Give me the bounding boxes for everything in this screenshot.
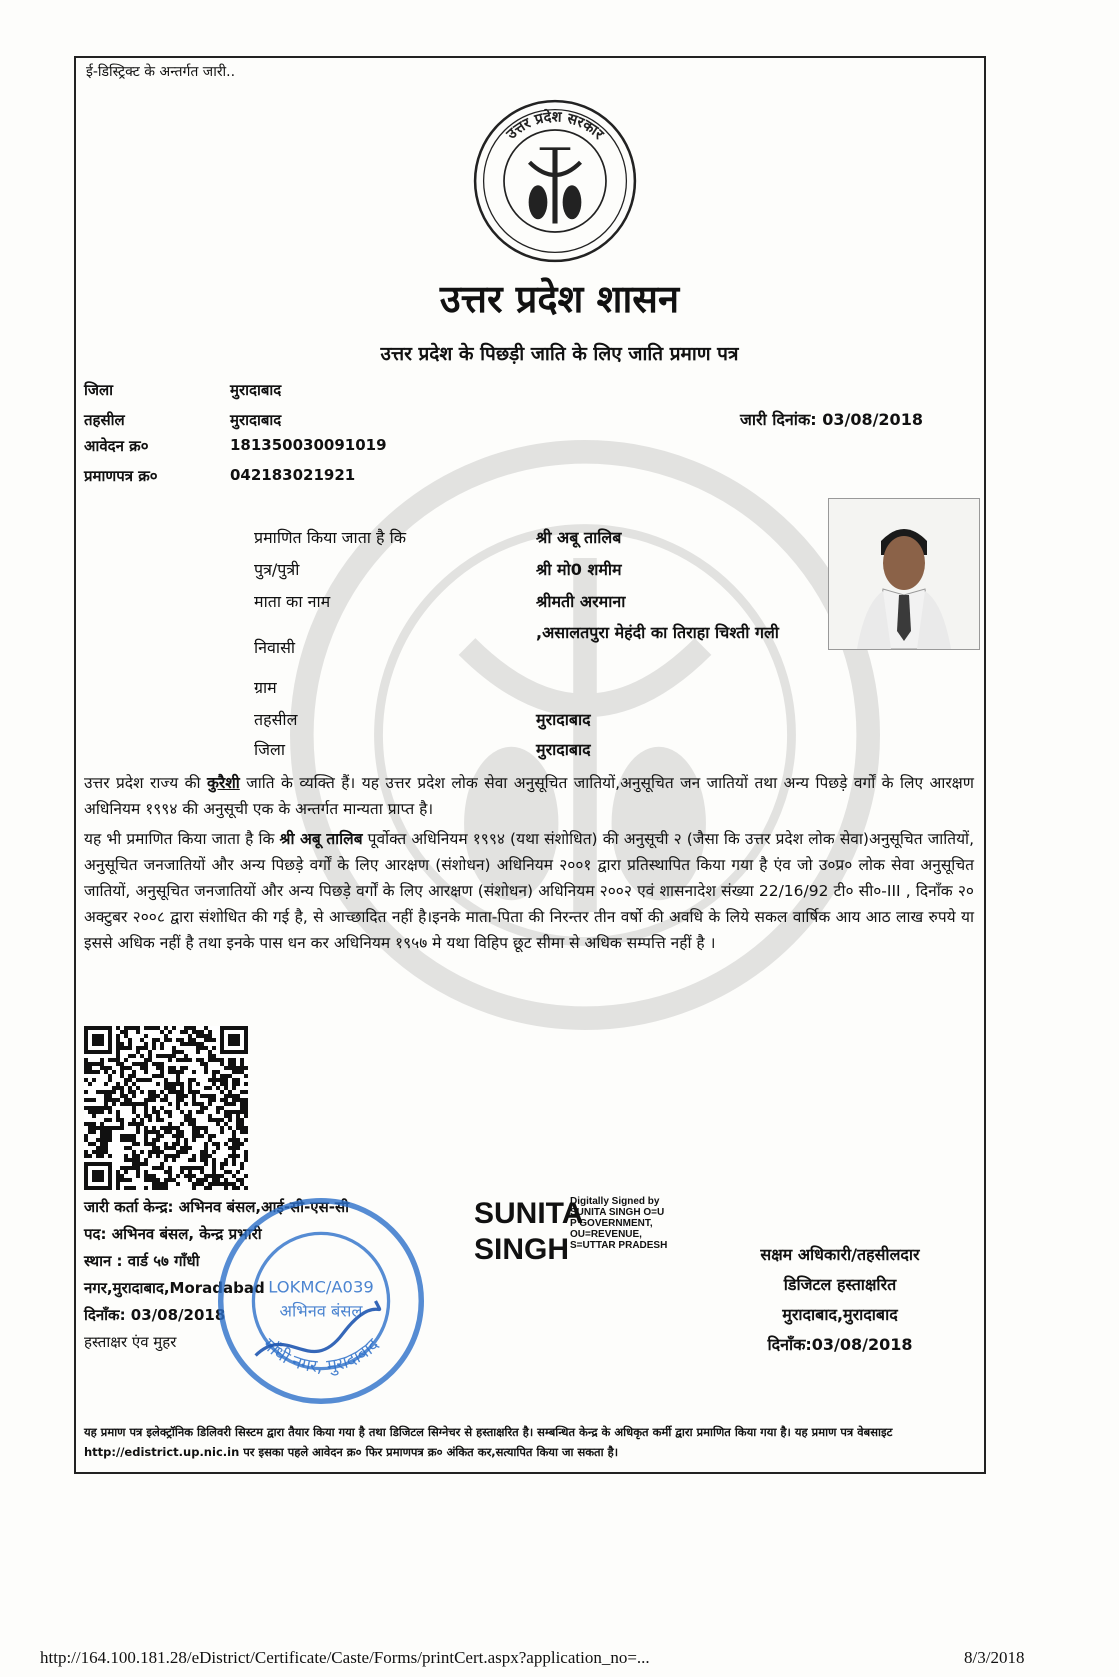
dsig-line-4: OU=REVENUE,: [570, 1229, 642, 1240]
page-title: उत्तर प्रदेश शासन: [439, 277, 680, 321]
para2-name: श्री अबू तालिब: [279, 830, 363, 848]
stamp-name: अभिनव बंसल: [279, 1301, 363, 1321]
officer-designation: सक्षम अधिकारी/तहसीलदार: [760, 1245, 920, 1264]
para2-pre: यह भी प्रमाणित किया जाता है कि: [84, 830, 280, 848]
header-value-certificate-no: 042183021921: [230, 466, 356, 484]
issuer-sign-label: हस्ताक्षर एंव मुहर: [84, 1333, 177, 1351]
top-note: ई-डिस्ट्रिक्ट के अन्तर्गत जारी..: [86, 64, 236, 80]
header-label-certificate-no: प्रमाणपत्र क्र०: [84, 467, 158, 485]
dsig-line-1: Digitally Signed by: [570, 1196, 660, 1207]
dsig-line-3: P GOVERNMENT,: [570, 1218, 653, 1229]
header-value-tehsil: मुरादाबाद: [230, 411, 282, 429]
detail-value-mother: श्रीमती अरमाना: [536, 592, 626, 611]
detail-label-resident: निवासी: [254, 638, 296, 657]
header-value-district: मुरादाबाद: [230, 381, 282, 399]
person-photo-icon: [829, 499, 979, 649]
issue-date-label: जारी दिनांक:: [740, 410, 817, 429]
qr-code-icon: [84, 1026, 248, 1190]
page-subtitle: उत्तर प्रदेश के पिछड़ी जाति के लिए जाति प्रमाण पत्र: [380, 343, 739, 365]
para1-caste: कुरैशी: [206, 774, 240, 792]
dsig-line-2: SUNITA SINGH O=U: [570, 1207, 665, 1218]
para1-pre: उत्तर प्रदेश राज्य की: [84, 774, 207, 792]
para2-post: पूर्वोक्त अधिनियम १९९४ (यथा संशोधित) की अनुसूची २ (जैसा कि उत्तर प्रदेश लोक सेवा)अनुसूचित जातियों, अनुसूचित जनजातियों और अन्य पिछड़े वर्गों के लिए आरक्षण (संशोधन) अधिनियम २००१ द्वारा प्रतिस्थापित किया गया है एंव जो उ०प्र० लोक सेवा अनुसूचित जातियों, अनुसूचित जनजातियों और अन्य पिछड़े वर्गों के लिए आरक्षण (संशोधन) अधिनियम २००२ एवं शासनादेश संख्या 22/16/92 टी० सी०-III , दिनाँक २० अक्टुबर २००८ द्वारा संशोधित की गई है, से आच्छादित नहीं है।इनके माता-पिता की निरन्तर तीन वर्षो की अवधि के लिये सकल वार्षिक आय आठ लाख रुपये या इससे अधिक नहीं है तथा इनके पास धन कर अधिनियम १९५७ मे यथा विहिप छूट सीमा से अधिक सम्पत्ति नहीं है ।: [84, 830, 974, 952]
stamp-id: LOKMC/A039: [268, 1277, 374, 1297]
issuer-date: दिनाँक: 03/08/2018: [84, 1306, 226, 1324]
detail-label-district: जिला: [254, 740, 286, 759]
detail-value-address: ,असालतपुरा मेहंदी का तिराहा चिश्ती गली: [536, 623, 779, 642]
detail-value-district: मुरादाबाद: [536, 740, 591, 759]
digital-signature-detail: [570, 1196, 667, 1251]
header-label-district: जिला: [84, 381, 114, 399]
detail-label-certified: प्रमाणित किया जाता है कि: [254, 528, 407, 547]
certificate-paragraph-1: [84, 770, 974, 822]
officer-signed-label: डिजिटल हस्ताक्षरित: [783, 1275, 897, 1294]
issue-date-value: 03/08/2018: [822, 410, 923, 429]
officer-block: [720, 1240, 960, 1360]
issuer-place: स्थान : वार्ड ५७ गाँधी: [84, 1252, 200, 1270]
issue-date: [740, 408, 923, 430]
detail-value-name: श्री अबू तालिब: [536, 528, 622, 547]
issuer-center: जारी कर्ता केन्द्र: अभिनव बंसल,आई-सी-एस-सी: [84, 1198, 349, 1216]
header-label-application-no: आवेदन क्र०: [84, 437, 149, 455]
officer-location: मुरादाबाद,मुरादाबाद: [782, 1305, 898, 1324]
detail-label-village: ग्राम: [254, 678, 277, 697]
svg-text:गाँधी नगर, मुरादाबाद: [259, 1334, 384, 1377]
dsig-line-5: S=UTTAR PRADESH: [570, 1240, 668, 1251]
up-government-emblem-icon: [470, 96, 640, 266]
para1-post: जाति के व्यक्ति हैं। यह उत्तर प्रदेश लोक सेवा अनुसूचित जातियों,अनुसूचित जन जातियों तथा अन्य पिछड़े वर्गों के लिए आरक्षण अधिनियम १९९४ की अनुसूची एक के अन्तर्गत मान्यता प्राप्त है।: [84, 774, 974, 818]
footer-note: यह प्रमाण पत्र इलेक्ट्रॉनिक डिलिवरी सिस्टम द्वारा तैयार किया गया है तथा डिजिटल सिग्नेचर से हस्ताक्षरित है। सम्बन्धित केन्द्र के अधिकृत कर्मी द्वारा प्रमाणित किया गया है। यह प्रमाण पत्र वेबसाइट http://edistrict.up.nic.in पर इसका पहले आवेदन क्र० फिर प्रमाणपत्र क्र० अंकित कर,सत्यापित किया जा सकता है।: [84, 1425, 893, 1459]
center-stamp-icon: [212, 1192, 430, 1410]
detail-label-mother: माता का नाम: [254, 592, 331, 611]
issuer-post: पद: अभिनव बंसल, केन्द्र प्रभारी: [84, 1225, 262, 1243]
applicant-photo: [828, 498, 980, 650]
certificate-paragraph-2: [84, 826, 974, 956]
stamp-ring-text: गाँधी नगर, मुरादाबाद: [258, 1334, 384, 1378]
dsig-last-name: SINGH: [474, 1233, 570, 1266]
print-url: http://164.100.181.28/eDistrict/Certificate/Caste/Forms/printCert.aspx?application_no=...: [40, 1648, 650, 1667]
emblem-ring-text: उत्तर प्रदेश सरकार: [503, 109, 607, 143]
officer-date: दिनाँक:03/08/2018: [767, 1335, 913, 1354]
dsig-first-name: SUNITA: [474, 1197, 584, 1230]
header-value-application-no: 181350030091019: [230, 436, 387, 454]
header-label-tehsil: तहसील: [84, 411, 125, 429]
print-date: 8/3/2018: [964, 1648, 1025, 1667]
svg-text:उत्तर प्रदेश सरकार: [503, 107, 607, 143]
digital-signature-name: [474, 1196, 583, 1268]
issuer-place-city: नगर,मुरादाबाद,Moradabad: [84, 1279, 265, 1297]
detail-label-child-of: पुत्र/पुत्री: [254, 560, 300, 579]
detail-label-tehsil: तहसील: [254, 710, 298, 729]
detail-value-tehsil: मुरादाबाद: [536, 710, 591, 729]
detail-value-father: श्री मो0 शमीम: [536, 560, 622, 579]
